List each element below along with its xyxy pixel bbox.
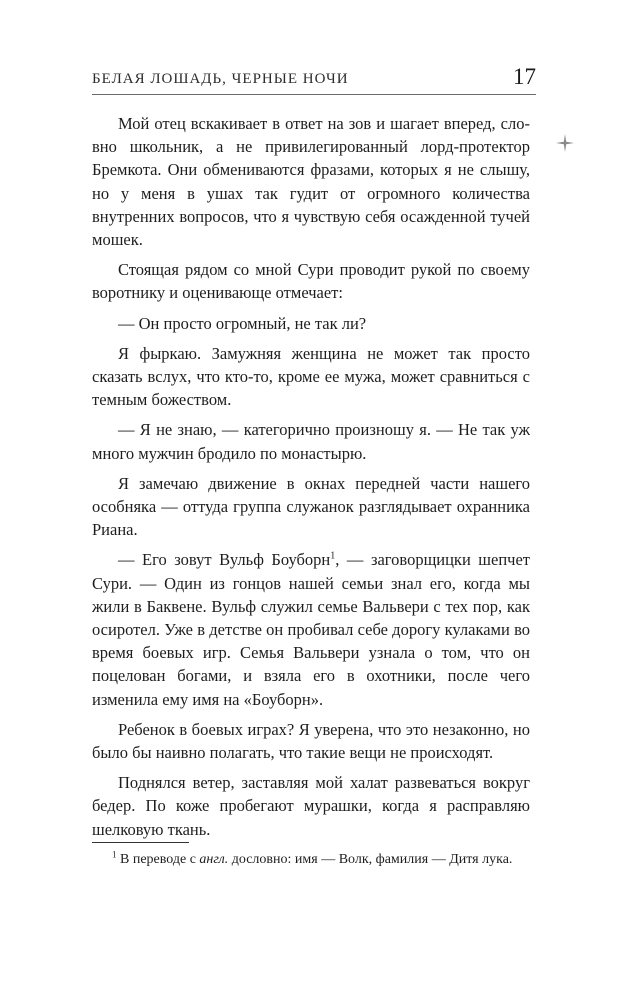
footnote-reference[interactable]: 1 [330, 550, 336, 562]
paragraph: Я замечаю движение в окнах передней части нашего особняка — оттуда группа служанок разглядывает охранника Риана. [92, 473, 530, 540]
paragraph-with-footnote [92, 548, 530, 710]
paragraph: Стоящая рядом со мной Сури проводит рукой по своему воротнику и оценивающе отмечает: [92, 260, 530, 303]
footnote-rule [92, 842, 189, 843]
paragraph: — Он просто огромный, не так ли? [118, 313, 367, 333]
sparkle-icon [556, 134, 574, 152]
footnote-mark: 1 [112, 849, 117, 860]
footnote-abbreviation: англ. [199, 852, 229, 867]
paragraph: Поднялся ветер, заставляя мой халат развеваться вокруг бедер. По коже пробегают мурашки, когда я расправляю шелковую ткань. [92, 773, 530, 839]
page-header [92, 64, 536, 92]
footnote [92, 850, 530, 870]
body-text [92, 112, 530, 848]
paragraph-text: , — заговорщицки шепчет Сури. — Один из гонцов нашей семьи знал его, когда мы жили в Баквене. Вульф служил семье Вальвери с тех пор, как осиротел. Уже в детстве он пробивал себе дорогу кулаками во время боевых игр. Семья Вальвери узнала о том, что он поцелован богами, и взяла его в охотники, после чего изменила ему имя на «Боуборн». [92, 550, 530, 709]
page-number: 17 [513, 64, 536, 89]
paragraph: — Я не знаю, — категорично произношу я. — Не так уж много мужчин бродило по монастырю. [92, 420, 530, 463]
crescent-moon-icon [538, 170, 570, 210]
footnote-lead: В переводе с [120, 852, 200, 867]
paragraph-text: — Его зовут Вульф Боуборн [118, 550, 331, 570]
crescent-moon-icon [552, 84, 578, 116]
header-rule [92, 94, 536, 95]
paragraph: Я фыркаю. Замужняя женщина не может так просто сказать вслух, что кто-то, кроме ее мужа, может сравниться с темным божеством. [92, 343, 530, 410]
running-title: БЕЛАЯ ЛОШАДЬ, ЧЕРНЫЕ НОЧИ [92, 71, 349, 87]
paragraph: Ребенок в боевых играх? Я уверена, что это незаконно, но было бы наивно полагать, что такие вещи не происходят. [92, 719, 530, 763]
paragraph: Мой отец вскакивает в ответ на зов и шагает вперед, словно школьник, а не привилегированный лорд-протектор Бремкота. Они обмениваются фразами, которых я не слышу, но у меня в ушах так гудит от огромного количества внутренних вопросов, что я чувствую себя осажденной тучей мошек. [92, 114, 530, 250]
footnote-text: дословно: имя — Волк, фамилия — Дитя лука. [228, 852, 513, 867]
